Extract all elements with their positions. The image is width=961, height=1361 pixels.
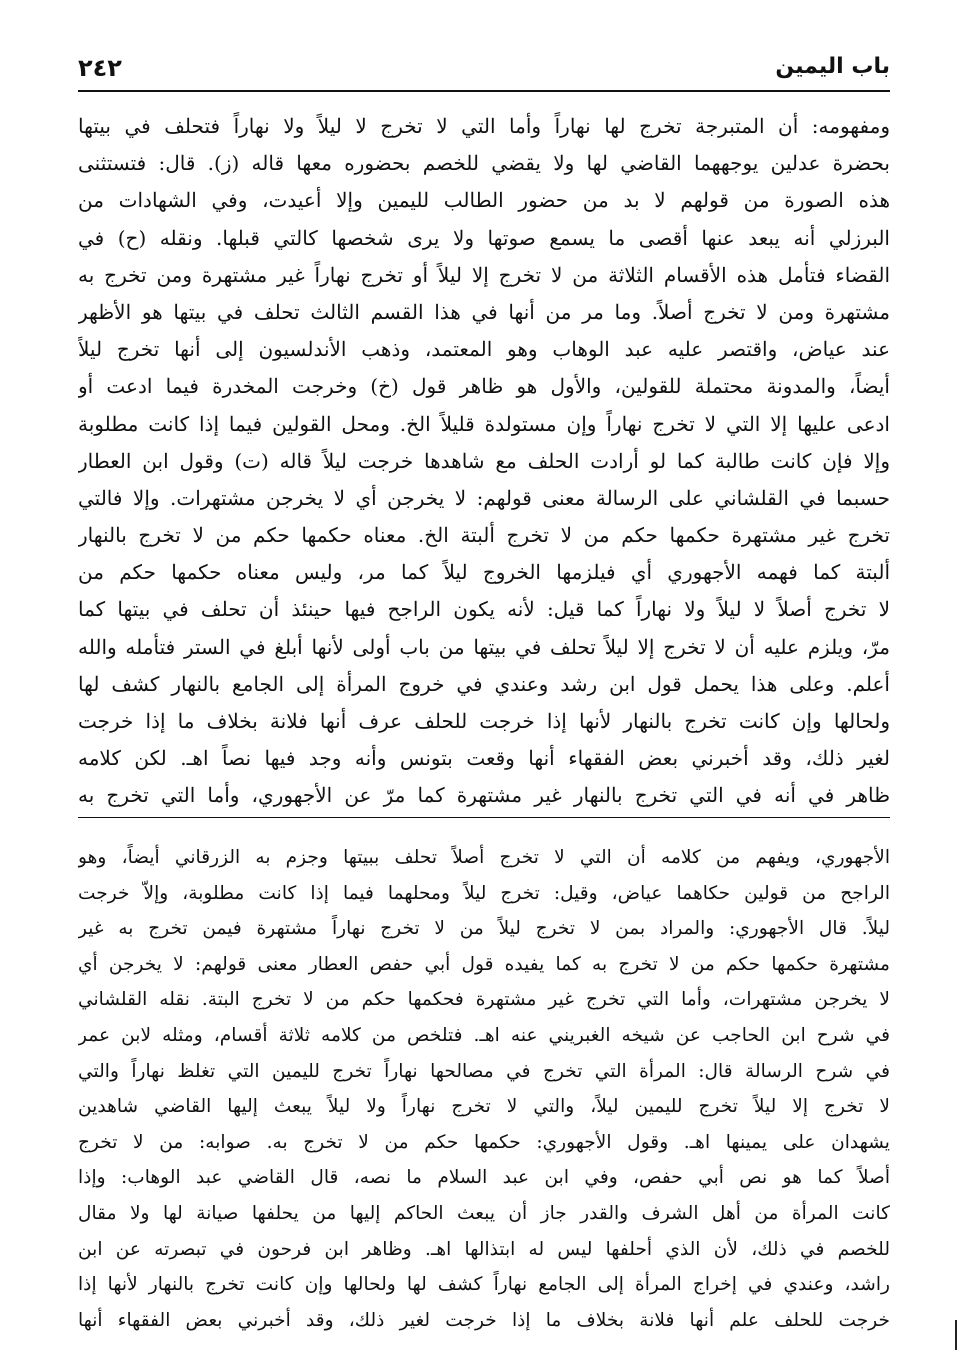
main-text-line: ألبتة كما فهمه الأجهوري أي فيلزمها الخروج ليلاً كما مر، وليس معناه حكمها حكم من [78, 560, 890, 585]
main-text-line: البرزلي أنه يبعد عنها أقصى ما يسمع صوتها ولا يرى شخصها كالتي قبلها. ونقله (ح) في [78, 225, 890, 250]
main-text-line: أعلم. وعلى هذا يحمل قول ابن رشد وعندي في خروج المرأة إلى الجامع بالنهار كشف لها [78, 671, 890, 696]
footnote-line: كانت المرأة من أهل الشرف والقدر جاز أن يبعث الحاكم إليها من يحلفها صيانة لها ولا مقال [78, 1202, 890, 1224]
footnote-line: للخصم في ذلك، لأن الذي أحلفها ليس له ابتذالها اهـ. وظاهر ابن فرحون في تبصرته عن ابن [78, 1238, 890, 1260]
main-text-line: تخرج غير مشتهرة حكمها حكم من لا تخرج ألبتة الخ. معناه حكمها حكم من لا تخرج بالنهار [78, 523, 890, 548]
footnote-line: الأجهوري، ويفهم من كلامه أن التي لا تخرج أصلاً تحلف ببيتها وجزم به الزرقاني أيضاً، وهو [78, 847, 890, 868]
footnote-line: أصلاً كما هو نص أبي حفص، وفي ابن عبد السلام ما نصه، قال القاضي عبد الوهاب: وإذا [78, 1167, 890, 1189]
footnote-separator [78, 817, 890, 818]
main-text-body [78, 108, 890, 815]
footnote-line: مشتهرة حكمها حكم من لا تخرج به كما يفيده قول أبي حفص العطار معنى قولهم: لا يخرجن أي [78, 953, 890, 975]
main-text-line: مرّ، ويلزم عليه أن لا تخرج إلا ليلاً تحلف في بيتها من باب أولى لأنها أبلغ في الستر فتأمله والله [78, 634, 890, 659]
main-text-line: لغير ذلك، وقد أخبرني بعض الفقهاء أنها وقعت بتونس وأنه وجد فيها نصاً اهـ. لكن كلامه [78, 746, 890, 771]
footnotes-body [78, 840, 890, 1338]
footnote-line: لا تخرج إلا ليلاً تخرج لليمين ليلاً، والتي لا تخرج نهاراً ولا ليلاً يبعث إليها القاضي شاهدين [78, 1096, 890, 1118]
main-text-line: ادعى عليها إلا التي لا تخرج نهاراً وإن مستولدة قليلاً الخ. ومحل القولين فيما إذا كانت مطلوبة [78, 411, 890, 436]
main-text-line: أيضاً، والمدونة محتملة للقولين، والأول هو ظاهر قول (خ) وخرجت المخدرة فيما ادعت أو [78, 374, 890, 399]
main-text-line: ولحالها وإن كانت تخرج بالنهار لأنها إذا خرجت للحلف عرف أنها فلانة بخلاف ما إذا خرجت [78, 709, 890, 733]
footnote-line: راشد، وعندي في إخراج المرأة إلى الجامع نهاراً كشف لها ولحالها وإن كانت تخرج بالنهار لأنها إذا [78, 1274, 890, 1296]
main-text-line: عند عياض، واقتصر عليه عبد الوهاب وهو المعتمد، وذهب الأندلسيون إلى أنها تخرج ليلاً [78, 337, 890, 362]
main-text-line: لا تخرج أصلاً لا ليلاً ولا نهاراً كما قيل: لأنه يكون الراجح فيها حينئذ أن تحلف في بيتها كما [78, 597, 890, 622]
footnote-line: في شرح ابن الحاجب عن شيخه الغبريني عنه اهـ. فتلخص من كلامه ثلاثة أقسام، ومثله لابن عمر [78, 1024, 890, 1046]
main-text-line: ظاهر في أنه في التي تخرج بالنهار غير مشتهرة كما مرّ عن الأجهوري، وأما التي تخرج به [78, 783, 890, 808]
footnote-line: ليلاً. قال الأجهوري: والمراد بمن لا تخرج ليلاً من لا تخرج نهاراً مشتهرة فيمن تخرج به غير [78, 918, 890, 940]
main-text-line: وإلا فإن كانت طالبة كما لو أرادت الحلف مع شاهدها خرجت ليلاً قاله (ت) وقول ابن العطار [78, 448, 890, 473]
main-text-line: مشتهرة ومن لا تخرج أصلاً. وما مر من أنها في هذا القسم الثالث تحلف في بيتها هو الأظهر [78, 299, 890, 324]
chapter-title: باب اليمين [775, 54, 890, 79]
footnote-line: الراجح من قولين حكاهما عياض، وقيل: تخرج ليلاً ومحلهما فيما إذا كانت مطلوبة، وإلاّ خرجت [78, 882, 890, 904]
page-header [78, 50, 890, 92]
main-text-line: بحضرة عدلين يوجههما القاضي لها ولا يقضي للخصم بحضوره معها قاله (ز). قال: فتستثنى [78, 151, 890, 176]
footnote-line: لا يخرجن مشتهرات، وأما التي تخرج غير مشتهرة فحكمها حكم من لا تخرج البتة. نقله القلشاني [78, 989, 890, 1011]
footnote-line: خرجت للحلف علم أنها فلانة بخلاف ما إذا خرجت لغير ذلك، وقد أخبرني بعض الفقهاء أنها [78, 1309, 890, 1331]
page-edge-mark [955, 1320, 957, 1350]
main-text-line: ومفهومه: أن المتبرجة تخرج لها نهاراً وأما التي لا تخرج لا ليلاً ولا نهاراً فتحلف في بيتها [78, 114, 890, 138]
page-number: ٢٤٢ [78, 54, 122, 82]
main-text-line: حسبما في القلشاني على الرسالة معنى قولهم: لا يخرجن أي لا يخرجن مشتهرات. وإلا فالتي [78, 485, 890, 510]
main-text-line: هذه الصورة من قولهم لا بد من حضور الطالب لليمين وإلا أعيدت، وفي الشهادات من [78, 188, 890, 213]
footnote-line: يشهدان على يمينها اهـ. وقول الأجهوري: حكمها حكم من لا تخرج به. صوابه: من لا تخرج [78, 1131, 890, 1153]
main-text-line: القضاء فتأمل هذه الأقسام الثلاثة من لا تخرج إلا ليلاً أو تخرج نهاراً غير مشتهرة ومن تخرج به [78, 262, 890, 287]
footnote-line: في شرح الرسالة قال: المرأة التي تخرج في مصالحها نهاراً تخرج لليمين التي تغلظ نهاراً والتي [78, 1060, 890, 1082]
